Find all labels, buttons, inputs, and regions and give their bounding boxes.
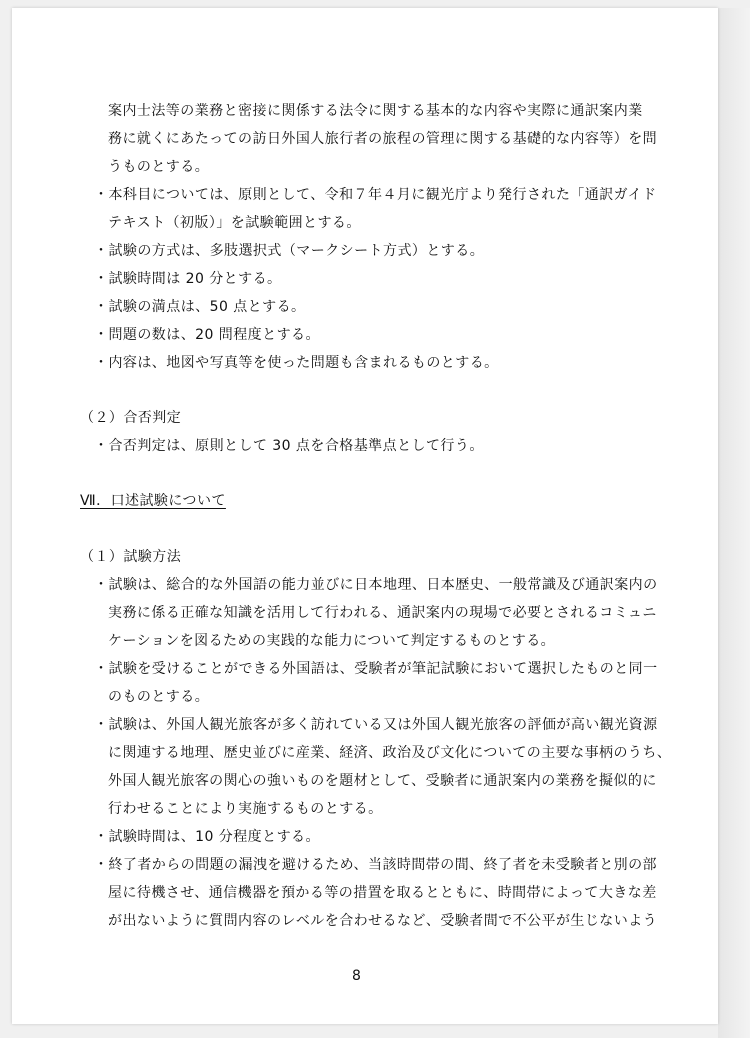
bullet-line: ・本科目については、原則として、令和７年４月に観光庁より発行された「通訳ガイド (94, 187, 657, 203)
bullet-line: ・試験の満点は、50 点とする。 (94, 299, 306, 315)
page-number: 8 (352, 968, 361, 984)
text-line: うものとする。 (108, 159, 210, 175)
text-line: が出ないように質問内容のレベルを合わせるなど、受験者間で不公平が生じないよう (108, 913, 658, 929)
text-line: 務に就くにあたっての訪日外国人旅行者の旅程の管理に関する基礎的な内容等）を問 (108, 131, 658, 147)
bullet-line: ・終了者からの問題の漏洩を避けるため、当該時間帯の間、終了者を未受験者と別の部 (94, 857, 657, 873)
text-line: に関連する地理、歴史並びに産業、経済、政治及び文化についての主要な事柄のうち、 (108, 745, 672, 761)
bullet-line: ・試験は、総合的な外国語の能力並びに日本地理、日本歴史、一般常識及び通訳案内の (94, 577, 658, 593)
bullet-line: ・合否判定は、原則として 30 点を合格基準点として行う。 (94, 438, 484, 454)
bullet-line: ・試験を受けることができる外国語は、受験者が筆記試験において選択したものと同一 (94, 661, 658, 677)
text-line: 実務に係る正確な知識を活用して行われる、通訳案内の現場で必要とされるコミュニ (108, 605, 657, 621)
subsection-heading: （１）試験方法 (80, 549, 182, 565)
bullet-line: ・試験時間は 20 分とする。 (94, 271, 282, 287)
text-line: 案内士法等の業務と密接に関係する法令に関する基本的な内容や実際に通訳案内業 (108, 103, 643, 119)
text-line: 屋に待機させ、通信機器を預かる等の措置を取るとともに、時間帯によって大きな差 (108, 885, 657, 901)
bullet-line: ・試験は、外国人観光旅客が多く訪れている又は外国人観光旅客の評価が高い観光資源 (94, 717, 658, 733)
subsection-heading: （２）合否判定 (80, 410, 182, 426)
text-line: のものとする。 (108, 689, 210, 705)
section-heading: Ⅶ．口述試験について (80, 493, 226, 509)
text-line: 行わせることにより実施するものとする。 (108, 801, 383, 817)
text-line: 外国人観光旅客の関心の強いものを題材として、受験者に通訳案内の業務を擬似的に (108, 773, 657, 789)
bullet-line: ・試験の方式は、多肢選択式（マークシート方式）とする。 (94, 243, 485, 259)
bullet-line: ・内容は、地図や写真等を使った問題も含まれるものとする。 (94, 355, 499, 371)
bullet-line: ・試験時間は、10 分程度とする。 (94, 829, 320, 845)
text-line: テキスト（初版）」を試験範囲とする。 (108, 215, 361, 231)
text-line: ケーションを図るための実践的な能力について判定するものとする。 (108, 633, 556, 649)
bullet-line: ・問題の数は、20 問程度とする。 (94, 327, 320, 343)
document-page (12, 8, 718, 1024)
page-edge-shadow (718, 8, 750, 1038)
